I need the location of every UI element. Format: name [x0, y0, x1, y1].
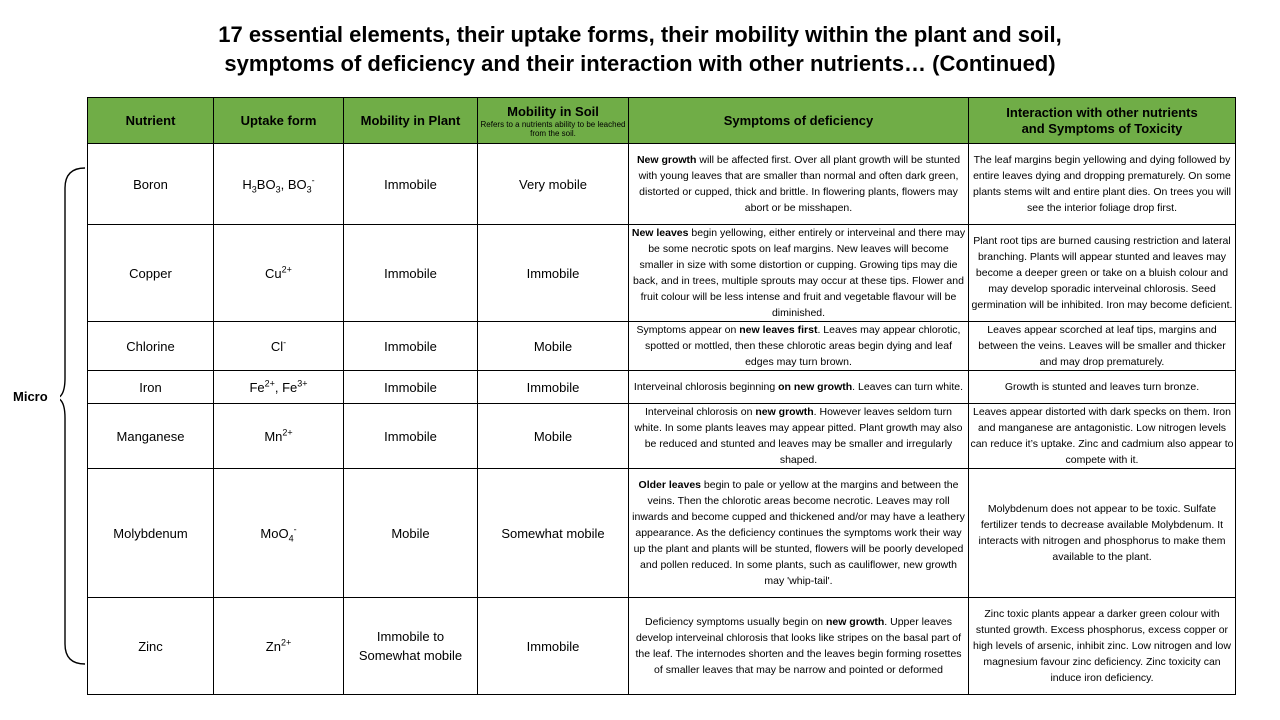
- table-row-boron: [88, 144, 1236, 225]
- header-interaction-line-2: and Symptoms of Toxicity: [1021, 120, 1183, 136]
- cell-uptake-form: Cl-: [214, 322, 344, 371]
- cell-mobility-soil: Immobile: [478, 371, 629, 404]
- nutrient-table: [87, 97, 1236, 695]
- cell-nutrient: Molybdenum: [88, 469, 214, 598]
- cell-mobility-soil: Mobile: [478, 322, 629, 371]
- cell-mobility-plant: Immobile: [344, 225, 478, 322]
- cell-mobility-plant-line-2: Somewhat mobile: [358, 648, 463, 663]
- cell-uptake-form: $Mn^{2+}$: [214, 404, 344, 469]
- header-mobility-plant: Mobility in Plant: [344, 98, 478, 144]
- cell-symptoms: Interveinal chlorosis on new growth. However leaves seldom turn white. In some plants leaves may appear pitted. Plant growth may also be reduced and stunted and leaves may be smaller and irregularly shaped.: [629, 404, 969, 469]
- cell-nutrient: Zinc: [88, 598, 214, 695]
- cell-mobility-plant: Immobile: [344, 404, 478, 469]
- cell-interaction: Leaves appear scorched at leaf tips, margins and between the veins. Leaves will be smaller and thicker and may drop prematurely.: [969, 322, 1236, 371]
- header-symptoms: Symptoms of deficiency: [629, 98, 969, 144]
- cell-nutrient: Chlorine: [88, 322, 214, 371]
- cell-interaction: Plant root tips are burned causing restriction and lateral branching. Plants will appear stunted and leaves may become a deeper green or take on a bluish colour and may develop sporadic interveinal chlorosis. Seed germination will be inhibited. Iron may become deficient.: [969, 225, 1236, 322]
- cell-mobility-soil: Immobile: [478, 225, 629, 322]
- cell-uptake-form: $Fe^{2+}$, $Fe^{3+}$: [214, 371, 344, 404]
- cell-mobility-plant: [344, 598, 478, 695]
- cell-symptoms: Symptoms appear on new leaves first. Leaves may appear chlorotic, spotted or mottled, then these chlorotic areas begin dying and leaf edges may turn brown.: [629, 322, 969, 371]
- cell-symptoms: Older leaves begin to pale or yellow at the margins and between the veins. Then the chlorotic areas become necrotic. Leaves may roll inwards and become cupped and thickened and/or may have a leathery appearance. As the deficiency continues the symptoms work their way up the plant and plants will be stunted, flowers will be poorly developed and pollen reduced. In some plants, such as cauliflower, new growth may 'whip-tail'.: [629, 469, 969, 598]
- cell-uptake-form: $Cu^{2+}$: [214, 225, 344, 322]
- table-row-manganese: [88, 404, 1236, 469]
- table-row-copper: [88, 225, 1236, 322]
- cell-mobility-plant: Immobile: [344, 371, 478, 404]
- cell-mobility-plant: Mobile: [344, 469, 478, 598]
- header-row: [88, 98, 1236, 144]
- cell-nutrient: Manganese: [88, 404, 214, 469]
- header-interaction: [969, 98, 1236, 144]
- header-interaction-line-1: Interaction with other nutrients: [1006, 104, 1198, 120]
- cell-interaction: Molybdenum does not appear to be toxic. Sulfate fertilizer tends to decrease available Molybdenum. It interacts with nitrogen and phosphorus to make them available to the plant.: [969, 469, 1236, 598]
- cell-interaction: Growth is stunted and leaves turn bronze.: [969, 371, 1236, 404]
- cell-interaction: Leaves appear distorted with dark specks on them. Iron and manganese are antagonistic. Low nitrogen levels can reduce it’s uptake. Zinc and cadmium also appear to compete with it.: [969, 404, 1236, 469]
- cell-mobility-plant-line-1: Immobile to: [376, 629, 445, 644]
- table-row-iron: [88, 371, 1236, 404]
- header-nutrient: Nutrient: [88, 98, 214, 144]
- cell-interaction: The leaf margins begin yellowing and dying followed by entire leaves dying and dropping prematurely. On some plants stems wilt and entire plant dies. On trees you will see the interior foliage drop first.: [969, 144, 1236, 225]
- cell-symptoms: Interveinal chlorosis beginning on new growth. Leaves can turn white.: [629, 371, 969, 404]
- cell-uptake-form: $H_3BO_3$, $BO_3^-$: [214, 144, 344, 225]
- title-line-1: 17 essential elements, their uptake forms, their mobility within the plant and soil,: [218, 22, 1062, 47]
- cell-mobility-soil: Very mobile: [478, 144, 629, 225]
- table-row-chlorine: [88, 322, 1236, 371]
- slide-title: [0, 20, 1280, 78]
- title-line-2: symptoms of deficiency and their interaction with other nutrients… (Continued): [224, 51, 1056, 76]
- cell-symptoms: New leaves begin yellowing, either entirely or interveinal and there may be some necrotic spots on leaf margins. New leaves will become smaller in size with some distortion or cupping. Growing tips may die back, and in trees, multiple sprouts may occur at these tips. Flower and fruit colour will be less intense and fruit and vegetable flavour will be diminished.: [629, 225, 969, 322]
- cell-mobility-soil: Immobile: [478, 598, 629, 695]
- cell-symptoms: New growth will be affected first. Over all plant growth will be stunted with young leaves that are smaller than normal and often dark green, distorted or cupped, thick and brittle. In flowering plants, flowers may abort or be misshapen.: [629, 144, 969, 225]
- table-row-molybdenum: [88, 469, 1236, 598]
- cell-mobility-plant: Immobile: [344, 322, 478, 371]
- cell-mobility-soil: Somewhat mobile: [478, 469, 629, 598]
- curly-brace-icon: [60, 166, 90, 666]
- group-label-micro: Micro: [13, 389, 48, 404]
- header-uptake-form: Uptake form: [214, 98, 344, 144]
- cell-uptake-form: $Zn^{2+}$: [214, 598, 344, 695]
- header-mobility-soil: [478, 98, 629, 144]
- table-row-zinc: [88, 598, 1236, 695]
- cell-mobility-soil: Mobile: [478, 404, 629, 469]
- cell-nutrient: Copper: [88, 225, 214, 322]
- header-mobility-soil-label: Mobility in Soil: [507, 103, 599, 119]
- cell-nutrient: Boron: [88, 144, 214, 225]
- cell-symptoms: Deficiency symptoms usually begin on new growth. Upper leaves develop interveinal chlorosis that looks like stripes on the basal part of the leaf. The internodes shorten and the leaves begin forming rosettes of smaller leaves that may be narrow and pointed or deformed: [629, 598, 969, 695]
- cell-mobility-plant: Immobile: [344, 144, 478, 225]
- cell-uptake-form: MoO$_4$-: [214, 469, 344, 598]
- header-mobility-soil-note: Refers to a nutrients ability to be leached from the soil.: [480, 119, 626, 138]
- cell-nutrient: Iron: [88, 371, 214, 404]
- cell-interaction: Zinc toxic plants appear a darker green colour with stunted growth. Excess phosphorus, excess copper or high levels of arsenic, inhibit zinc. Low nitrogen and low magnesium favour zinc deficiency. Zinc toxicity can induce iron deficiency.: [969, 598, 1236, 695]
